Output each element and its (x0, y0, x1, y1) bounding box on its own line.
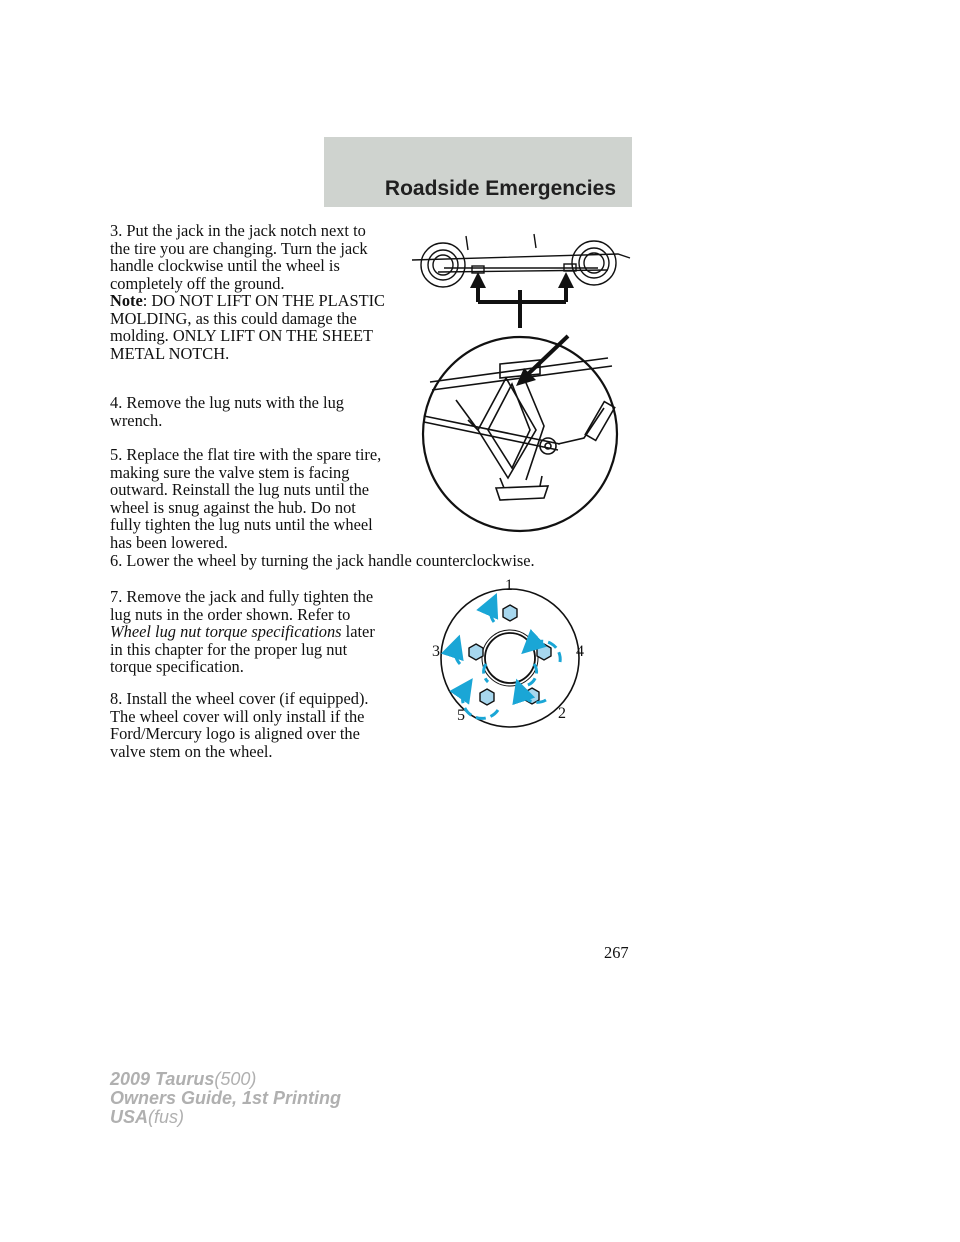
jack-notch-illustration (408, 230, 634, 552)
step-5-paragraph: 5. Replace the flat tire with the spare tire, making sure the valve stem is facing outward. Reinstall the lug nuts until the wheel is snug against the hub. Do not fully tighten the lug nuts until the wheel has been lowered. (110, 445, 382, 552)
step-6-paragraph: 6. Lower the wheel by turning the jack handle counterclockwise. (110, 551, 535, 570)
footer-model: 2009 Taurus (110, 1069, 215, 1089)
lug-nuts (469, 605, 551, 705)
step-7-cross-reference[interactable]: Wheel lug nut torque specifications (110, 622, 342, 641)
lug-label-4: 4 (576, 643, 584, 660)
step-3-text: 3. Put the jack in the jack notch next to the tire you are changing. Turn the jack handle clockwise until the wheel is completely off the ground. (110, 221, 368, 293)
lug-label-5: 5 (457, 707, 465, 724)
footer-printing: Owners Guide, 1st Printing (110, 1088, 342, 1108)
note-text: : DO NOT LIFT ON THE PLASTIC MOLDING, as this could damage the molding. ONLY LIFT ON THE SHEET METAL NOTCH. (110, 291, 385, 363)
lug-nut-1 (503, 605, 517, 621)
step-7-paragraph (110, 588, 386, 676)
step-4-paragraph: 4. Remove the lug nuts with the lug wrench. (110, 393, 344, 430)
step-7-text-b: later in this chapter for the proper lug nut torque specification. (110, 622, 375, 676)
tightening-arrows (455, 604, 560, 718)
lug-nut-4 (537, 644, 551, 660)
step-8-paragraph: 8. Install the wheel cover (if equipped). The wheel cover will only install if the Ford/Mercury logo is aligned over the valve stem on the wheel. (110, 689, 369, 761)
lug-label-1: 1 (505, 577, 513, 594)
footer-market-code: (fus) (148, 1107, 185, 1127)
step-3-paragraph (110, 222, 386, 362)
lug-label-3: 3 (432, 643, 440, 660)
section-header-band (324, 137, 632, 207)
step-7-text-a: 7. Remove the jack and fully tighten the lug nuts in the order shown. Refer to (110, 587, 374, 624)
lug-nut-3 (469, 644, 483, 660)
lug-nut-5 (480, 689, 494, 705)
lug-label-2: 2 (558, 705, 566, 722)
page-number: 267 (604, 943, 629, 962)
note-label: Note (110, 291, 143, 310)
print-footer (110, 1070, 341, 1127)
lug-nut-sequence-diagram (424, 572, 594, 732)
section-title: Roadside Emergencies (384, 177, 616, 200)
footer-market: USA (110, 1107, 149, 1127)
footer-model-code: (500) (214, 1069, 257, 1089)
